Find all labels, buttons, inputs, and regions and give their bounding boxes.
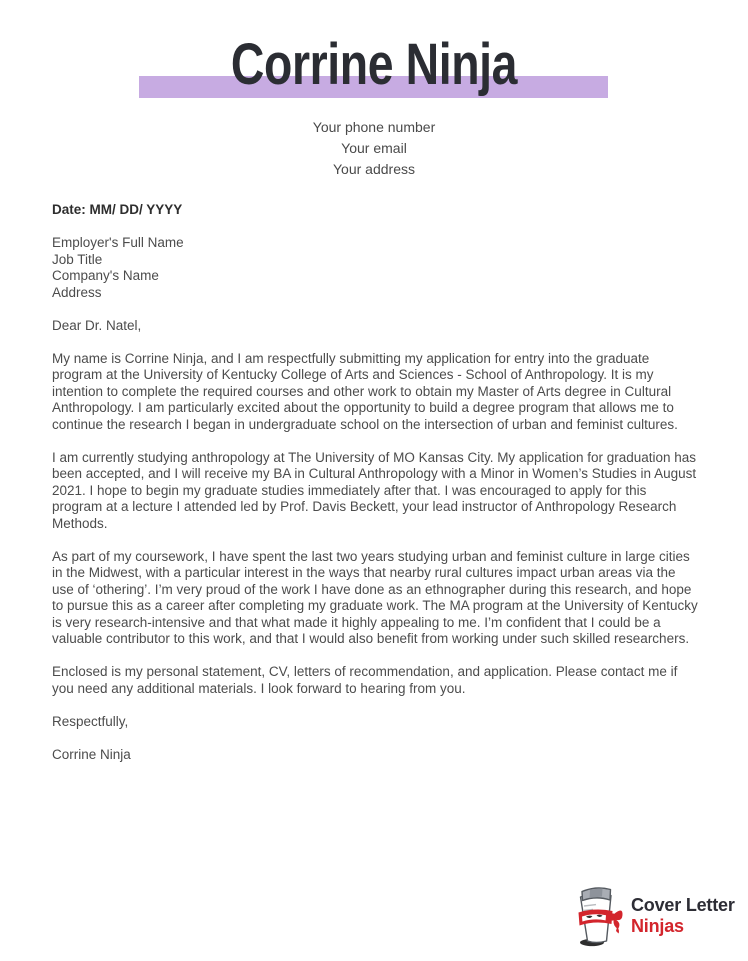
brand-name	[631, 895, 735, 937]
signature: Corrine Ninja	[52, 746, 131, 762]
body-paragraph-3: As part of my coursework, I have spent the last two years studying urban and feminist culture in large cities in the Midwest, with a particular interest in the ways that nearby rural cultures impact urban areas via the use of ‘othering’. I’m very proud of the work I have done as an ethnographer during this research, and hope to pursue this as a career after completing my graduate work. The MA program at the University of Kentucky is very research-intensive and that what made it highly appealing to me. I’m confident that I could be a valuable contributor to this work, and that I would also benefit from working under such skilled researchers.	[52, 548, 698, 646]
page-title: Corrine Ninja	[230, 32, 518, 97]
brand-name-line1: Cover Letter	[631, 895, 735, 915]
contact-email: Your email	[341, 140, 407, 156]
body-paragraph-4: Enclosed is my personal statement, CV, letters of recommendation, and application. Please contact me if you need any additional materials. I look forward to hearing from you.	[52, 664, 678, 696]
recipient-name: Employer's Full Name	[52, 235, 184, 250]
header	[0, 0, 748, 110]
brand-logo	[566, 884, 735, 948]
recipient-job-title: Job Title	[52, 251, 103, 267]
date-line: Date: MM/ DD/ YYYY	[52, 202, 183, 217]
salutation: Dear Dr. Natel,	[52, 317, 142, 333]
contact-address: Your address	[333, 161, 415, 177]
contact-block	[0, 117, 748, 180]
contact-phone: Your phone number	[312, 119, 436, 135]
body-paragraph-2: I am currently studying anthropology at The University of MO Kansas City. My application for graduation has been accepted, and I will receive my BA in Cultural Anthropology with a Minor in Women’s Studies in August 2021. I hope to begin my graduate studies immediately after that. I was encouraged to apply for this program at a lecture I attended led by Prof. Davis Beckett, your lead instructor of Anthropology Research Methods.	[52, 449, 697, 531]
recipient-company: Company's Name	[52, 268, 159, 283]
closing: Respectfully,	[52, 713, 129, 729]
ninja-scroll-icon	[566, 884, 624, 948]
recipient-address: Address	[52, 284, 102, 300]
brand-name-line2: Ninjas	[631, 916, 684, 936]
letter-body	[52, 202, 700, 763]
body-paragraph-1: My name is Corrine Ninja, and I am respectfully submitting my application for entry into the graduate program at the University of Kentucky College of Arts and Sciences - School of Anthropology. It is my intention to complete the required courses and other work to obtain my Master of Arts degree in Cultural Anthropology. I am particularly excited about the opportunity to build a degree program that allows me to continue the research I began in undergraduate school on the intersection of urban and feminist cultures.	[52, 350, 678, 432]
recipient-block	[52, 235, 700, 301]
